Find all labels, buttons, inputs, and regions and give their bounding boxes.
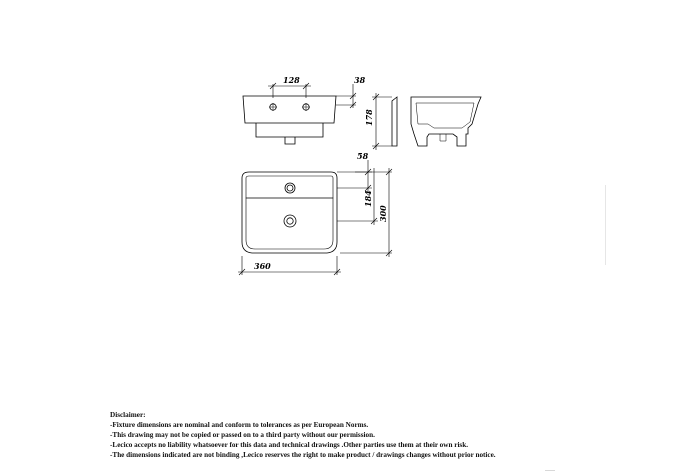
side-overflow: [440, 134, 446, 141]
front-rim-outline: [243, 96, 336, 123]
plan-deck-outline: [246, 176, 333, 198]
front-elevation-view: [243, 83, 356, 144]
dim-label-178: 178: [364, 109, 374, 126]
front-bowl-outline: [256, 123, 323, 137]
dim-58-lines: [337, 160, 372, 192]
front-tap-hole-right: [302, 103, 310, 111]
side-back-wall: [392, 97, 397, 146]
front-waste-outlet: [285, 137, 295, 144]
dim-label-300: 300: [378, 205, 388, 222]
plan-view: [238, 160, 392, 275]
front-tap-hole-left: [269, 103, 277, 111]
dim-label-360: 360: [254, 261, 271, 271]
dim-label-38: 38: [354, 75, 366, 85]
plan-tap-hole: [285, 183, 295, 193]
dim-label-184: 184: [363, 190, 373, 207]
dim-178-lines: [372, 93, 392, 150]
dim-label-58: 58: [357, 151, 369, 161]
disclaimer-heading: Disclaimer:: [110, 411, 146, 419]
dim-label-128: 128: [283, 75, 300, 85]
dim-38-lines: [336, 84, 356, 108]
side-basin-inner: [416, 103, 474, 128]
disclaimer-block: [110, 410, 670, 460]
footer-rule: [545, 470, 555, 471]
page-edge-mark: [605, 185, 606, 265]
disclaimer-line: -Lecico accepts no liability whatsoever for this data and technical drawings .Other parties use them at their own risk.: [110, 441, 469, 449]
plan-waste-hole: [284, 215, 296, 227]
disclaimer-line: -Fixture dimensions are nominal and conform to tolerances as per European Norms.: [110, 421, 369, 429]
disclaimer-line: -This drawing may not be copied or passed on to a third party without our permission.: [110, 431, 375, 439]
disclaimer-line: -The dimensions indicated are not binding ,Lecico reserves the right to make product / drawings changes without prior notice.: [110, 451, 496, 459]
side-section-view: [372, 93, 481, 150]
plan-bowl-outline: [246, 198, 333, 249]
plan-outer-outline: [242, 172, 337, 253]
